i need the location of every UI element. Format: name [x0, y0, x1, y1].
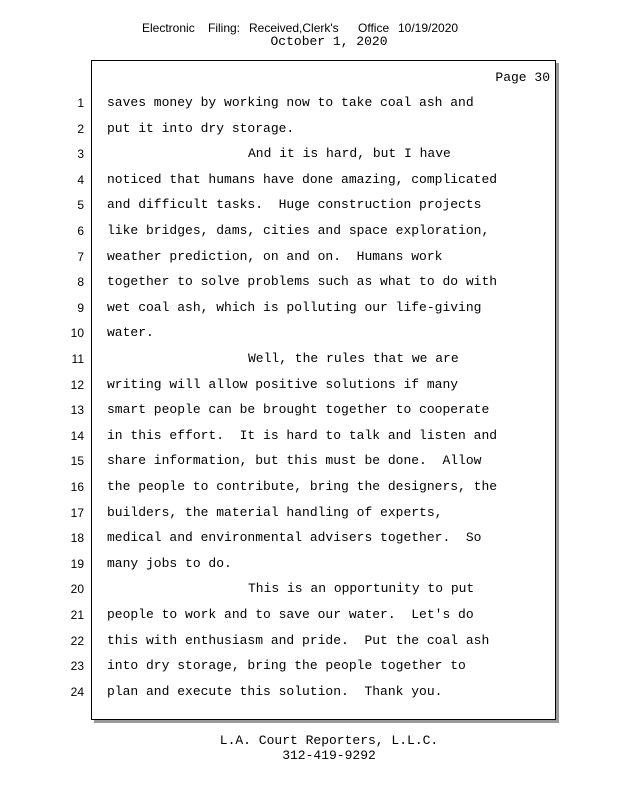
- line-text: plan and execute this solution. Thank you.: [107, 683, 443, 699]
- transcript-line: [0, 632, 618, 650]
- line-text: many jobs to do.: [107, 555, 232, 571]
- transcript-line: [0, 171, 618, 189]
- line-text: builders, the material handling of experts,: [107, 504, 443, 520]
- line-text: the people to contribute, bring the designers, the: [107, 479, 498, 494]
- line-text: like bridges, dams, cities and space exploration,: [107, 223, 490, 238]
- transcript-line: [0, 478, 618, 496]
- efiling-word-electronic: Electronic: [142, 21, 195, 35]
- efiling-word-received: Received,Clerk's: [249, 21, 339, 35]
- reporter-phone: 312-419-9292: [282, 748, 376, 763]
- line-number: 13: [70, 403, 84, 418]
- line-text: smart people can be brought together to cooperate: [107, 402, 490, 418]
- line-number: 23: [70, 659, 84, 674]
- line-text: this with enthusiasm and pride. Put the coal ash: [107, 632, 490, 648]
- transcript-line: [0, 427, 618, 445]
- line-text: saves money by working now to take coal ash and: [107, 95, 474, 110]
- line-text: water.: [107, 325, 154, 341]
- hearing-date: October 1, 2020: [270, 34, 388, 49]
- line-number: 10: [70, 326, 84, 341]
- transcript-line: [0, 555, 618, 573]
- transcript-line: [0, 196, 618, 214]
- line-text: in this effort. It is hard to talk and listen and: [107, 427, 498, 443]
- line-text: medical and environmental advisers together. So: [107, 530, 482, 546]
- reporter-company: L.A. Court Reporters, L.L.C.: [219, 733, 439, 748]
- transcript-line: [0, 350, 618, 368]
- line-number: 21: [70, 608, 84, 622]
- efiling-word-filing: Filing:: [208, 21, 241, 35]
- transcript-line: [0, 683, 618, 701]
- transcript-line: [0, 580, 618, 598]
- line-text: share information, but this must be done. Allow: [107, 453, 482, 469]
- line-number: 14: [70, 428, 84, 443]
- page-number: Page 30: [495, 70, 550, 85]
- line-number: 7: [77, 249, 84, 264]
- transcript-line: [0, 376, 618, 394]
- transcript-line: [0, 452, 618, 470]
- line-text: together to solve problems such as what to do with: [107, 274, 498, 290]
- line-number: 18: [70, 531, 84, 546]
- efiling-date: 10/19/2020: [398, 21, 459, 35]
- line-text: And it is hard, but I have: [248, 146, 451, 162]
- transcript-line: [0, 299, 618, 317]
- transcript-line: [0, 94, 618, 112]
- line-number: 4: [77, 172, 84, 187]
- line-text: and difficult tasks. Huge construction projects: [107, 197, 482, 213]
- line-number: 17: [70, 505, 84, 520]
- line-text: writing will allow positive solutions if many: [107, 376, 459, 392]
- page-footer: [0, 733, 618, 763]
- line-number: 1: [77, 96, 84, 110]
- line-number: 6: [77, 224, 84, 238]
- line-text: This is an opportunity to put: [248, 581, 475, 597]
- line-number: 12: [70, 377, 84, 392]
- line-number: 11: [71, 352, 84, 366]
- line-text: wet coal ash, which is polluting our life-giving: [107, 299, 482, 315]
- transcript-line: [0, 248, 618, 266]
- line-number: 9: [77, 300, 84, 315]
- transcript-line: [0, 145, 618, 163]
- line-number: 22: [70, 633, 84, 648]
- transcript-line: [0, 222, 618, 240]
- line-number: 24: [70, 684, 84, 699]
- line-number: 3: [77, 147, 84, 162]
- line-number: 8: [77, 275, 84, 290]
- line-number: 16: [70, 480, 84, 494]
- transcript-line: [0, 606, 618, 624]
- line-text: noticed that humans have done amazing, complicated: [107, 171, 498, 187]
- transcript-line: [0, 120, 618, 138]
- line-number: 19: [70, 556, 84, 571]
- transcript-line: [0, 324, 618, 342]
- transcript-line: [0, 529, 618, 547]
- line-number: 20: [70, 582, 84, 597]
- line-text: weather prediction, on and on. Humans work: [107, 248, 443, 264]
- transcript-line: [0, 657, 618, 675]
- transcript-line: [0, 273, 618, 291]
- efiling-word-office: Office: [358, 21, 390, 35]
- line-number: 2: [77, 121, 84, 136]
- transcript-line: [0, 401, 618, 419]
- line-number: 5: [77, 198, 84, 213]
- line-text: people to work and to save our water. Let's do: [107, 607, 474, 622]
- line-text: into dry storage, bring the people together to: [107, 658, 466, 674]
- line-number: 15: [70, 454, 84, 469]
- line-text: Well, the rules that we are: [248, 351, 459, 366]
- transcript-line: [0, 504, 618, 522]
- line-text: put it into dry storage.: [107, 120, 295, 136]
